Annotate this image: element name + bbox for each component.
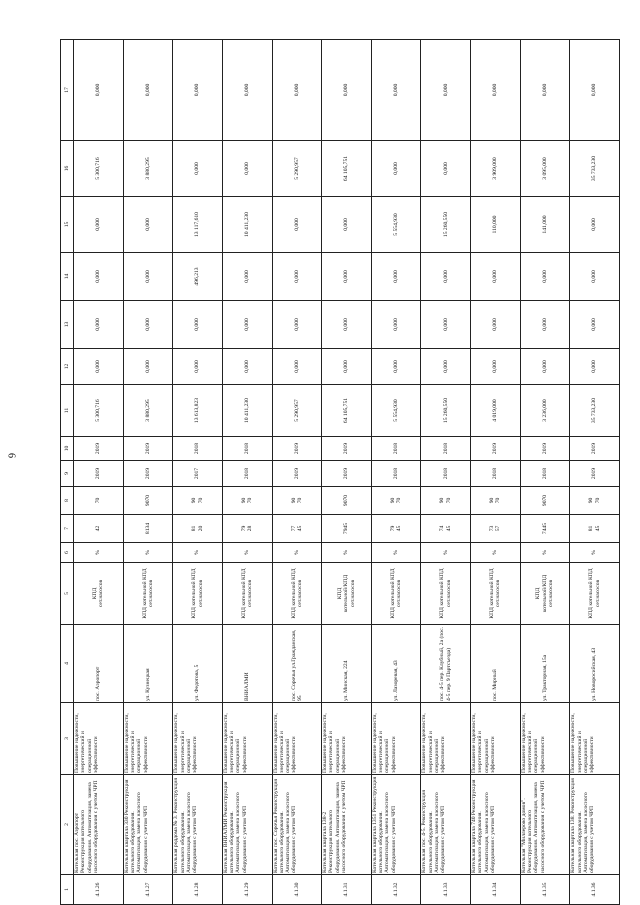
cost-cell: 0,000 <box>570 197 620 253</box>
cost-cell: 0,000 <box>371 301 421 349</box>
target-value-cell: 9070 <box>123 487 173 515</box>
header-cell: 2 <box>61 775 74 875</box>
row-id-cell: 4.1.33 <box>421 875 471 905</box>
address-cell: ул. Лазоревая, 43 <box>371 625 421 703</box>
address-cell: ул. Тракторная, 15а <box>520 625 570 703</box>
address-cell: пос. Мирный <box>471 625 521 703</box>
goal-cell: Повышение надежности, энергетический и операционной эффективности <box>322 703 372 775</box>
header-cell: 8 <box>61 487 74 515</box>
project-name-cell: Котельная пос. Аэропорт Реконструкция котельного оборудования. Автоматизация, замена насосного оборудования с учетом ЧРП <box>74 775 124 875</box>
row-id-cell: 4.1.26 <box>74 875 124 905</box>
unit-cell: % <box>74 543 124 563</box>
indicator-cell: КПД котельной КПД сет.насосов <box>421 563 471 625</box>
cost-cell: 0,000 <box>74 301 124 349</box>
cost-cell: 0,000 <box>421 301 471 349</box>
table-row <box>74 40 124 905</box>
goal-cell: Повышение надежности, энергетический и операционной эффективности <box>371 703 421 775</box>
total-cost-cell: 3 236,000 <box>520 385 570 437</box>
cost-cell: 0,000 <box>471 253 521 301</box>
project-name-cell: Котельная "Миллерово домов". Реконструкция котельного оборудования. Автоматизация, замена насосного оборудования с учетом ЧРП <box>520 775 570 875</box>
start-year-cell: 2019 <box>123 461 173 487</box>
cost-cell: 0,000 <box>471 301 521 349</box>
cost-cell: 0,000 <box>272 197 322 253</box>
start-year-cell: 2019 <box>570 461 620 487</box>
cost-cell: 0,000 <box>272 40 322 141</box>
end-year-cell: 2019 <box>272 437 322 461</box>
total-cost-cell: 10 411,230 <box>222 385 272 437</box>
row-id-cell: 4.1.34 <box>471 875 521 905</box>
goal-cell: Повышение надежности, энергетический и операционной эффективности <box>471 703 521 775</box>
cost-cell: 0,000 <box>471 40 521 141</box>
target-value-cell: 90 70 <box>471 487 521 515</box>
table-row <box>520 40 570 905</box>
cost-cell: 141,000 <box>520 197 570 253</box>
project-name-cell: Котельная квартала 740 Реконструкция котельного оборудования. Автоматизация, замена насосного оборудования с учетом ЧРП <box>471 775 521 875</box>
cost-cell: 0,000 <box>570 253 620 301</box>
cost-cell: 0,000 <box>173 141 223 197</box>
target-value-cell: 70 <box>74 487 124 515</box>
cost-cell: 0,000 <box>123 301 173 349</box>
row-id-cell: 4.1.29 <box>222 875 272 905</box>
target-value-cell: 90 70 <box>371 487 421 515</box>
row-id-cell: 4.1.36 <box>570 875 620 905</box>
indicator-cell: КПД котельной КПД сет.насосов <box>371 563 421 625</box>
unit-cell: % <box>272 543 322 563</box>
goal-cell: Повышение надежности, энергетический и операционной эффективности <box>520 703 570 775</box>
end-year-cell: 2019 <box>471 437 521 461</box>
cost-cell: 0,000 <box>371 40 421 141</box>
indicator-cell: КПД котельной/КПД сет.насосов <box>520 563 570 625</box>
header-cell: 4 <box>61 625 74 703</box>
cost-cell: 0,000 <box>74 40 124 141</box>
cost-cell: 0,000 <box>173 301 223 349</box>
end-year-cell: 2019 <box>322 437 372 461</box>
cost-cell: 0,000 <box>123 40 173 141</box>
project-name-cell: Котельная квартала 138-2 Реконструкция котельного оборудования. Автоматизация, замена насосного оборудования с учетом ЧРП <box>322 775 372 875</box>
current-value-cell: 42 <box>74 515 124 543</box>
end-year-cell: 2019 <box>520 437 570 461</box>
project-name-cell: Котельная пос. 4-5. Реконструкция котельного оборудования. Автоматизация, замена насосного оборудования с учетом ЧРП <box>421 775 471 875</box>
cost-cell: 0,000 <box>272 253 322 301</box>
cost-cell: 0,000 <box>74 253 124 301</box>
goal-cell: Повышение надежности, энергетический и операционной эффективности <box>74 703 124 775</box>
start-year-cell: 2018 <box>471 461 521 487</box>
total-cost-cell: 64 105,751 <box>322 385 372 437</box>
row-id-cell: 4.1.32 <box>371 875 421 905</box>
address-cell: пос. Аэропорт <box>74 625 124 703</box>
header-cell: 3 <box>61 703 74 775</box>
cost-cell: 0,000 <box>471 349 521 385</box>
cost-cell: 0,000 <box>570 40 620 141</box>
total-cost-cell: 4 019,000 <box>471 385 521 437</box>
header-cell: 17 <box>61 40 74 141</box>
current-value-cell: 8134 <box>123 515 173 543</box>
cost-cell: 3 880,295 <box>123 141 173 197</box>
start-year-cell: 2018 <box>421 461 471 487</box>
cost-cell: 10 411,230 <box>222 197 272 253</box>
cost-cell: 0,000 <box>173 349 223 385</box>
table-row <box>570 40 620 905</box>
unit-cell: % <box>421 543 471 563</box>
total-cost-cell: 5 290,957 <box>272 385 322 437</box>
address-cell: ул. Федотова, 5 <box>173 625 223 703</box>
indicator-cell: КПД котельной КПД сет.насосов <box>471 563 521 625</box>
cost-cell: 0,000 <box>570 301 620 349</box>
cost-cell: 0,000 <box>421 349 471 385</box>
unit-cell: % <box>520 543 570 563</box>
table-row <box>272 40 322 905</box>
goal-cell: Повышение надежности, энергетический и операционной эффективности <box>272 703 322 775</box>
goal-cell: Повышение надежности, энергетический и операционной эффективности <box>421 703 471 775</box>
header-cell: 11 <box>61 385 74 437</box>
total-cost-cell: 35 733,230 <box>570 385 620 437</box>
cost-cell: 0,000 <box>123 349 173 385</box>
current-value-cell: 73 57 <box>471 515 521 543</box>
row-id-cell: 4.1.27 <box>123 875 173 905</box>
cost-cell: 0,000 <box>570 349 620 385</box>
goal-cell: Повышение надежности, энергетический и операционной эффективности <box>173 703 223 775</box>
unit-cell: % <box>471 543 521 563</box>
cost-cell: 0,000 <box>520 40 570 141</box>
address-cell: ул. Новоросийская, 43 <box>570 625 620 703</box>
cost-cell: 0,000 <box>74 197 124 253</box>
total-cost-cell: 13 613,823 <box>173 385 223 437</box>
header-cell: 16 <box>61 141 74 197</box>
table-row <box>371 40 421 905</box>
target-value-cell: 90 70 <box>272 487 322 515</box>
cost-cell: 0,000 <box>272 301 322 349</box>
page-number: 6 <box>5 453 17 458</box>
cost-cell: 0,000 <box>322 253 372 301</box>
end-year-cell: 2019 <box>123 437 173 461</box>
cost-cell: 13 117,610 <box>173 197 223 253</box>
table-row <box>471 40 521 905</box>
cost-cell: 0,000 <box>421 40 471 141</box>
header-row <box>61 40 74 905</box>
row-id-cell: 4.1.31 <box>322 875 372 905</box>
address-cell: пос. 4-5 пер. Клубный, 2а (пос. 4-5 пер. 9 Партсъезда) <box>421 625 471 703</box>
start-year-cell: 2019 <box>272 461 322 487</box>
project-name-cell: Котельная пос. Сорочья Реконструкция котельного оборудования. Автоматизация, замена насосного оборудования с учетом ЧРП <box>272 775 322 875</box>
cost-cell: 496,213 <box>173 253 223 301</box>
cost-cell: 0,000 <box>322 40 372 141</box>
project-name-cell: Котельная роддома № 3. Реконструкция котельного оборудования. Автоматизация, замена насосного оборудования с учетом ЧРП <box>173 775 223 875</box>
unit-cell: % <box>570 543 620 563</box>
row-id-cell: 4.1.35 <box>520 875 570 905</box>
address-cell: ВНИАЛМИ <box>222 625 272 703</box>
cost-cell: 0,000 <box>123 253 173 301</box>
cost-cell: 0,000 <box>371 253 421 301</box>
cost-cell: 0,000 <box>74 349 124 385</box>
end-year-cell: 2019 <box>570 437 620 461</box>
address-cell: пос. Сорочья ул.Гражданская, 95 <box>272 625 322 703</box>
start-year-cell: 2018 <box>520 461 570 487</box>
current-value-cell: 79 28 <box>222 515 272 543</box>
cost-cell: 0,000 <box>322 197 372 253</box>
indicator-cell: КПД сет.насосов <box>74 563 124 625</box>
goal-cell: Повышение надежности, энергетический и операционной эффективности <box>222 703 272 775</box>
indicator-cell: КПД котельной КПД сет.насосов <box>272 563 322 625</box>
end-year-cell: 2018 <box>371 437 421 461</box>
cost-cell: 0,000 <box>222 301 272 349</box>
current-value-cell: 81 45 <box>570 515 620 543</box>
target-value-cell: 90 70 <box>421 487 471 515</box>
start-year-cell: 2018 <box>371 461 421 487</box>
cost-cell: 0,000 <box>371 141 421 197</box>
current-value-cell: 77 45 <box>272 515 322 543</box>
unit-cell: % <box>222 543 272 563</box>
cost-cell: 0,000 <box>123 197 173 253</box>
header-cell: 15 <box>61 197 74 253</box>
cost-cell: 0,000 <box>371 349 421 385</box>
start-year-cell: 2017 <box>173 461 223 487</box>
target-value-cell: 9070 <box>520 487 570 515</box>
cost-cell: 0,000 <box>222 141 272 197</box>
total-cost-cell: 5 300,716 <box>74 385 124 437</box>
cost-cell: 15 260,550 <box>421 197 471 253</box>
investment-table <box>60 40 620 905</box>
target-value-cell: 90 70 <box>570 487 620 515</box>
cost-cell: 0,000 <box>322 349 372 385</box>
address-cell: ул. Минская, 224 <box>322 625 372 703</box>
target-value-cell: 90 70 <box>222 487 272 515</box>
indicator-cell: КПД котельной КПД сет.насосов <box>123 563 173 625</box>
header-cell: 9 <box>61 461 74 487</box>
indicator-cell: КПД котельной/КПД сет.насосов <box>322 563 372 625</box>
header-cell: 7 <box>61 515 74 543</box>
current-value-cell: 7945 <box>322 515 372 543</box>
current-value-cell: 81 20 <box>173 515 223 543</box>
indicator-cell: КПД котельной КПД сет.насосов <box>173 563 223 625</box>
cost-cell: 0,000 <box>272 349 322 385</box>
table-row <box>222 40 272 905</box>
cost-cell: 3 909,000 <box>471 141 521 197</box>
header-cell: 6 <box>61 543 74 563</box>
current-value-cell: 7445 <box>520 515 570 543</box>
header-cell: 5 <box>61 563 74 625</box>
cost-cell: 0,000 <box>322 301 372 349</box>
cost-cell: 0,000 <box>421 253 471 301</box>
cost-cell: 110,000 <box>471 197 521 253</box>
header-cell: 13 <box>61 301 74 349</box>
unit-cell: % <box>322 543 372 563</box>
indicator-cell: КПД котельной КПД сет.насосов <box>222 563 272 625</box>
start-year-cell: 2018 <box>222 461 272 487</box>
cost-cell: 5 554,930 <box>371 197 421 253</box>
project-name-cell: Котельная квартала 330 Реконструкция котельного оборудования. Автоматизация, замена насосного оборудования с учетом ЧРП <box>123 775 173 875</box>
project-name-cell: Котельная квартала 1351 Реконструкция котельного оборудования. Автоматизация, замена насосного оборудования с учетом ЧРП <box>371 775 421 875</box>
cost-cell: 0,000 <box>222 253 272 301</box>
total-cost-cell: 15 260,550 <box>421 385 471 437</box>
cost-cell: 0,000 <box>173 40 223 141</box>
unit-cell: % <box>123 543 173 563</box>
project-name-cell: Котельная ВНИАЛМИ Реконструкция котельного оборудования. Автоматизация, замена насосного оборудования с учетом ЧРП <box>222 775 272 875</box>
end-year-cell: 2019 <box>74 437 124 461</box>
cost-cell: 0,000 <box>520 301 570 349</box>
total-cost-cell: 3 880,295 <box>123 385 173 437</box>
end-year-cell: 2018 <box>222 437 272 461</box>
current-value-cell: 79 45 <box>371 515 421 543</box>
table-row <box>123 40 173 905</box>
table-row <box>421 40 471 905</box>
total-cost-cell: 5 554,930 <box>371 385 421 437</box>
table-row <box>173 40 223 905</box>
row-id-cell: 4.1.28 <box>173 875 223 905</box>
cost-cell: 0,000 <box>222 40 272 141</box>
cost-cell: 0,000 <box>222 349 272 385</box>
header-cell: 1 <box>61 875 74 905</box>
header-cell: 14 <box>61 253 74 301</box>
start-year-cell: 2019 <box>322 461 372 487</box>
cost-cell: 5 290,957 <box>272 141 322 197</box>
data-table <box>60 39 620 905</box>
end-year-cell: 2018 <box>421 437 471 461</box>
unit-cell: % <box>371 543 421 563</box>
cost-cell: 0,000 <box>421 141 471 197</box>
table-row <box>322 40 372 905</box>
cost-cell: 0,000 <box>520 349 570 385</box>
end-year-cell: 2018 <box>173 437 223 461</box>
cost-cell: 3 095,000 <box>520 141 570 197</box>
project-name-cell: Котельная квартала 138. Реконструкция котельного оборудования. Автоматизация, замена насосного оборудования с учетом ЧРП <box>570 775 620 875</box>
address-cell: ул. Кузнецкая <box>123 625 173 703</box>
unit-cell: % <box>173 543 223 563</box>
cost-cell: 35 733,230 <box>570 141 620 197</box>
indicator-cell: КПД котельной КПД сет.насосов <box>570 563 620 625</box>
row-id-cell: 4.1.30 <box>272 875 322 905</box>
current-value-cell: 74 45 <box>421 515 471 543</box>
goal-cell: Повышение надежности, энергетический и операционной эффективности <box>123 703 173 775</box>
goal-cell: Повышение надежности, энергетический и операционной эффективности <box>570 703 620 775</box>
target-value-cell: 90 70 <box>173 487 223 515</box>
cost-cell: 5 300,716 <box>74 141 124 197</box>
header-cell: 12 <box>61 349 74 385</box>
cost-cell: 64 105,751 <box>322 141 372 197</box>
header-cell: 10 <box>61 437 74 461</box>
cost-cell: 0,000 <box>520 253 570 301</box>
start-year-cell: 2019 <box>74 461 124 487</box>
target-value-cell: 9070 <box>322 487 372 515</box>
